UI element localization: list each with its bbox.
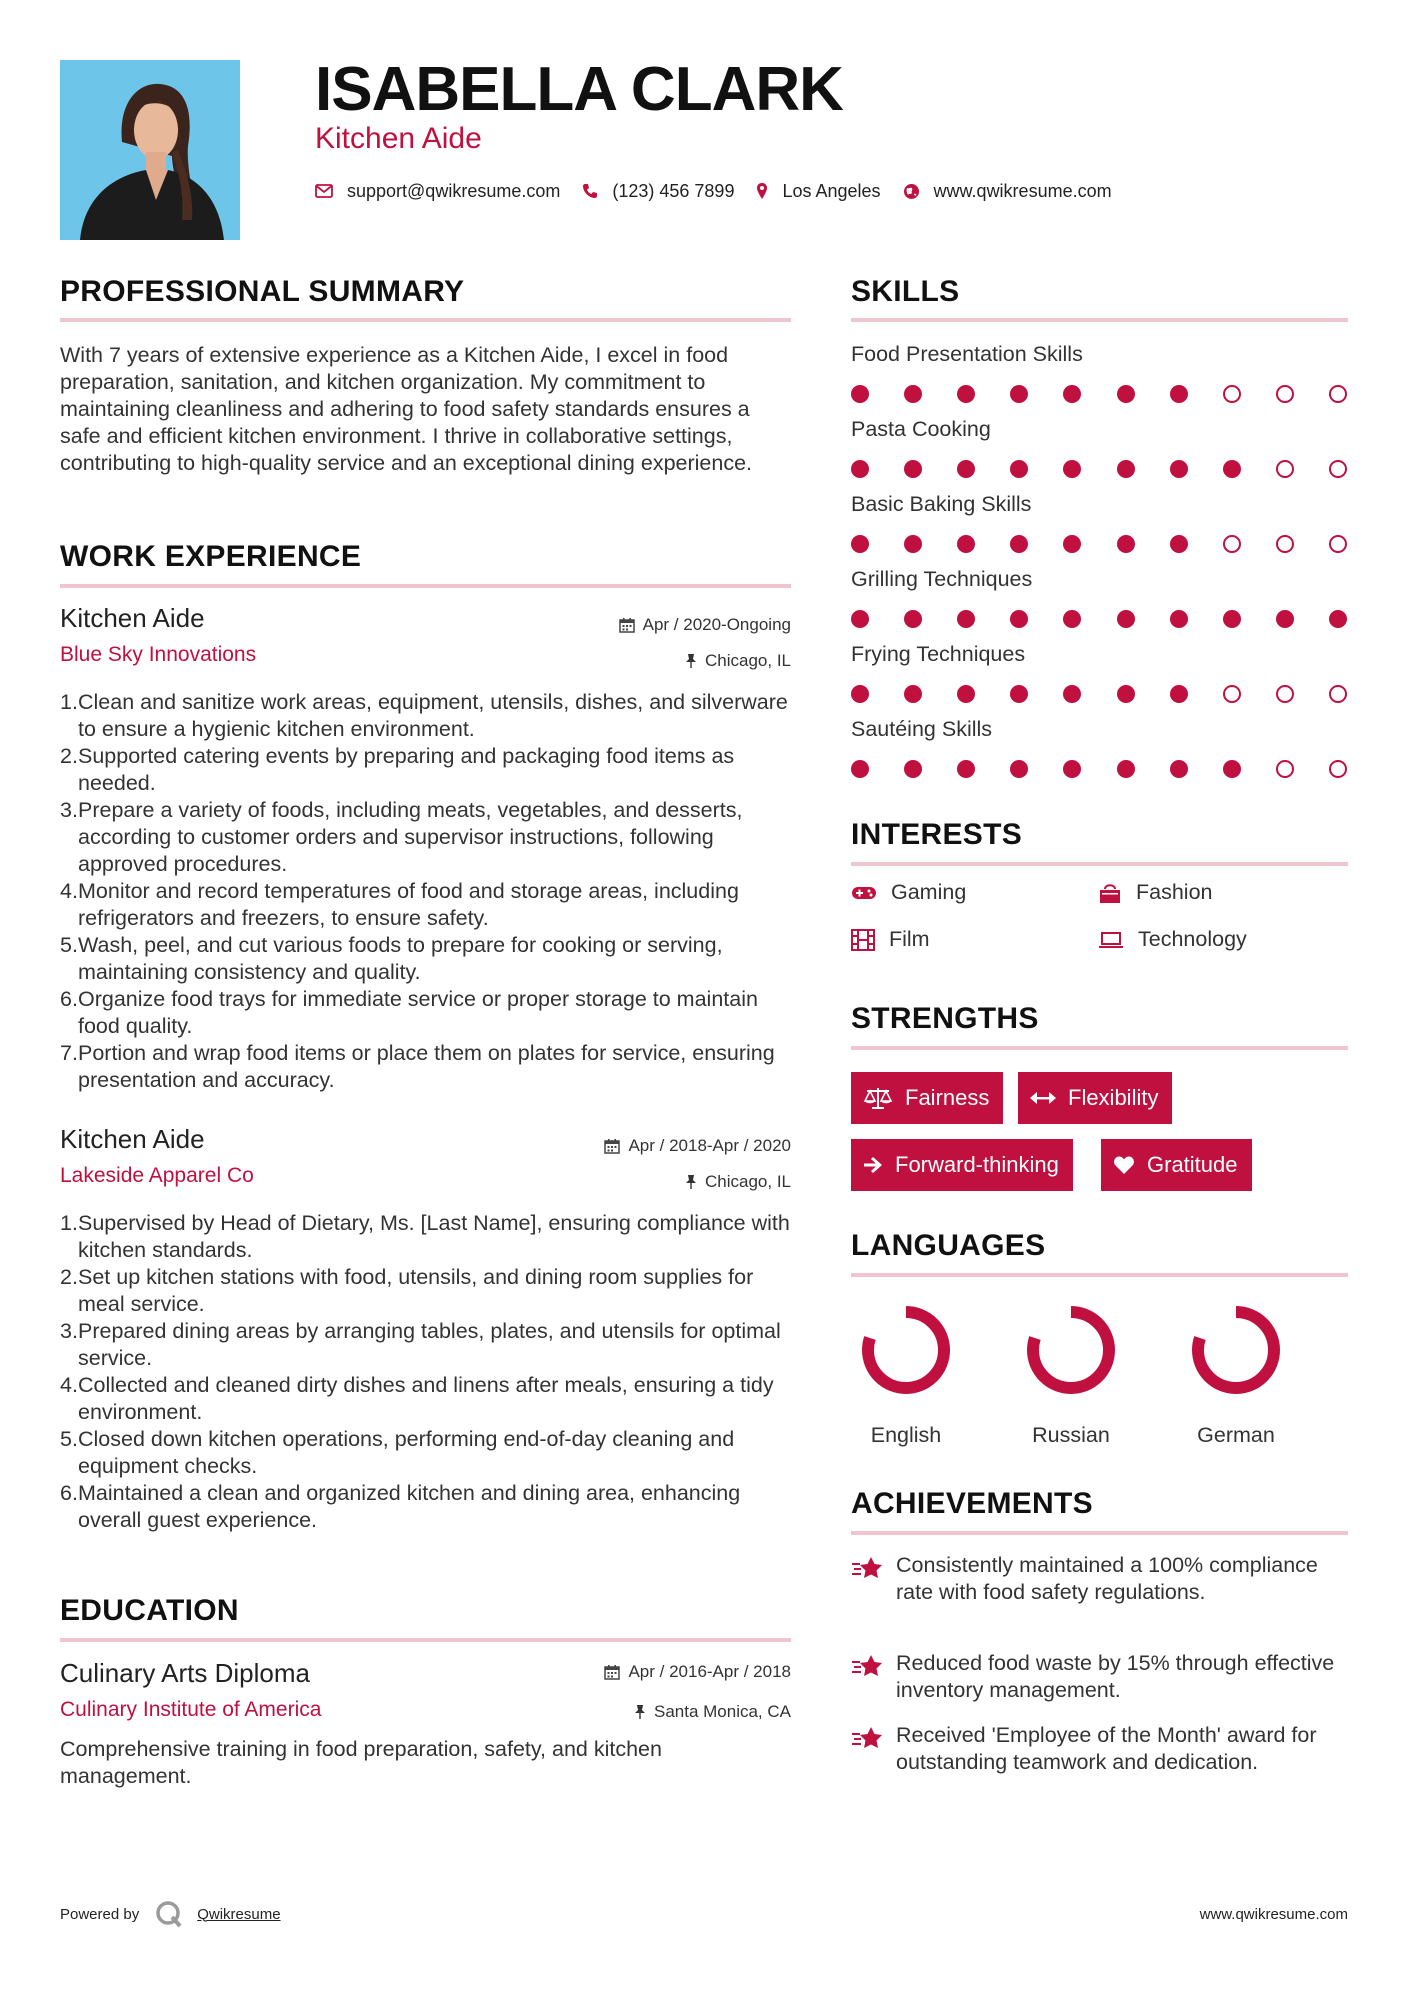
strengths-divider (851, 1046, 1348, 1050)
list-item: 3. Prepared dining areas by arranging tables, plates, and utensils for optimal service. (60, 1319, 781, 1370)
education-entry (60, 1658, 791, 1798)
interest-gaming: Gaming (851, 880, 966, 905)
skill-rating (851, 610, 1348, 628)
skill-name: Food Presentation Skills (851, 342, 1083, 366)
rating-dot-filled (1010, 385, 1028, 403)
footer-website[interactable]: www.qwikresume.com (1199, 1906, 1348, 1923)
rating-dot-filled (1170, 685, 1188, 703)
experience-heading-wrap (60, 540, 791, 574)
achievements-divider (851, 1531, 1348, 1535)
skill-item (851, 342, 1348, 372)
job-dates (619, 615, 791, 635)
skills-list (851, 342, 1348, 782)
skill-item (851, 717, 1348, 747)
education-heading-wrap (60, 1594, 791, 1628)
interests-list (851, 880, 1348, 980)
calendar-icon (604, 1664, 620, 1680)
arrows-horizontal-icon (1030, 1091, 1056, 1105)
education-dates-text: Apr / 2016-Apr / 2018 (628, 1662, 791, 1681)
strengths-heading: STRENGTHS (851, 1002, 1039, 1035)
strengths-list (851, 1072, 1348, 1197)
rating-dot-empty (1276, 385, 1294, 403)
contact-email-text: support@qwikresume.com (347, 180, 561, 201)
language-item (1006, 1300, 1136, 1448)
interests-divider (851, 862, 1348, 866)
rating-dot-empty (1329, 535, 1347, 553)
job-dates-text: Apr / 2018-Apr / 2020 (628, 1136, 791, 1155)
education-dates (604, 1662, 791, 1682)
rating-dot-filled (1063, 460, 1081, 478)
rating-dot-filled (851, 385, 869, 403)
contact-location-text: Los Angeles (782, 180, 881, 201)
skill-name: Basic Baking Skills (851, 492, 1032, 516)
star-icon (851, 1554, 885, 1582)
job-entry (60, 1124, 791, 1544)
contact-website[interactable] (903, 181, 1112, 202)
list-item: 5. Wash, peel, and cut various foods to prepare for cooking or serving, maintaining consistency and quality. (60, 933, 723, 984)
job-bullets (60, 689, 791, 1094)
rating-dot-filled (1117, 535, 1135, 553)
education-location (634, 1702, 791, 1722)
skill-name: Pasta Cooking (851, 417, 991, 441)
rating-dot-filled (904, 385, 922, 403)
rating-dot-filled (1170, 760, 1188, 778)
skills-heading-wrap (851, 275, 1348, 309)
rating-dot-filled (1063, 685, 1081, 703)
education-heading: EDUCATION (60, 1594, 239, 1627)
profile-photo (60, 60, 240, 240)
film-icon (851, 929, 875, 951)
education-divider (60, 1638, 791, 1642)
job-location (685, 651, 791, 671)
rating-dot-filled (1170, 535, 1188, 553)
rating-dot-empty (1276, 535, 1294, 553)
qwikresume-link[interactable]: Qwikresume (197, 1905, 281, 1923)
strength-badge: Flexibility (1018, 1072, 1172, 1124)
calendar-icon (604, 1138, 620, 1154)
phone-icon (582, 183, 598, 199)
skill-item (851, 417, 1348, 447)
map-marker-icon (756, 182, 768, 200)
list-item: 4. Collected and cleaned dirty dishes and linens after meals, ensuring a tidy environment. (60, 1373, 774, 1424)
interest-film: Film (851, 927, 930, 952)
rating-dot-filled (904, 685, 922, 703)
rating-dot-filled (957, 685, 975, 703)
rating-dot-empty (1329, 460, 1347, 478)
summary-text: With 7 years of extensive experience as a Kitchen Aide, I excel in food preparation, sanitation, and kitchen organization. My commitment to maintaining cleanliness and adhering to food safety standards ensures a safe and efficient kitchen environment. I thrive in collaborative settings, contributing to high-quality service and an exceptional dining experience. (60, 343, 753, 475)
strength-badge: Gratitude (1101, 1139, 1252, 1191)
arrow-right-icon (863, 1155, 883, 1175)
rating-dot-empty (1276, 685, 1294, 703)
rating-dot-filled (904, 535, 922, 553)
language-item (1171, 1300, 1301, 1448)
rating-dot-empty (1276, 760, 1294, 778)
rating-dot-filled (904, 610, 922, 628)
skill-rating (851, 385, 1348, 403)
rating-dot-filled (1170, 610, 1188, 628)
list-item: 3. Prepare a variety of foods, including meats, vegetables, and desserts, according to customer orders and supervisor instructions, following approved procedures. (60, 798, 743, 876)
rating-dot-empty (1329, 760, 1347, 778)
list-item: 1. Supervised by Head of Dietary, Ms. [Last Name], ensuring compliance with kitchen standards. (60, 1211, 790, 1262)
rating-dot-filled (1010, 760, 1028, 778)
interests-heading-wrap (851, 818, 1348, 852)
experience-heading: WORK EXPERIENCE (60, 540, 362, 573)
rating-dot-filled (1117, 760, 1135, 778)
rating-dot-empty (1329, 385, 1347, 403)
rating-dot-empty (1223, 385, 1241, 403)
language-name: English (870, 1423, 942, 1447)
interest-fashion: Fashion (1098, 880, 1213, 905)
skills-divider (851, 318, 1348, 322)
rating-dot-filled (1010, 610, 1028, 628)
job-company: Blue Sky Innovations (60, 643, 257, 666)
achievements-list (851, 1552, 1348, 1792)
rating-dot-empty (1223, 685, 1241, 703)
skill-item (851, 567, 1348, 597)
rating-dot-filled (851, 460, 869, 478)
skill-name: Frying Techniques (851, 642, 1026, 666)
skill-rating (851, 685, 1348, 703)
experience-divider (60, 584, 791, 588)
rating-dot-empty (1223, 535, 1241, 553)
rating-dot-filled (1276, 610, 1294, 628)
star-icon (851, 1652, 885, 1680)
skill-name: Sautéing Skills (851, 717, 993, 741)
rating-dot-empty (1329, 685, 1347, 703)
language-level-arc (1198, 1312, 1274, 1388)
rating-dot-filled (1063, 535, 1081, 553)
achievement-item: Reduced food waste by 15% through effective inventory management. (851, 1650, 1348, 1704)
contact-phone[interactable] (582, 181, 734, 202)
footer-powered-by (60, 1900, 281, 1928)
rating-dot-filled (957, 535, 975, 553)
rating-dot-filled (1010, 460, 1028, 478)
rating-dot-filled (1063, 385, 1081, 403)
rating-dot-filled (851, 535, 869, 553)
list-item: 4. Monitor and record temperatures of food and storage areas, including refrigerators and freezers, to ensure safety. (60, 879, 739, 930)
language-name: Russian (1032, 1423, 1110, 1447)
list-item: 2. Supported catering events by preparing and packaging food items as needed. (60, 744, 735, 795)
summary-divider (60, 318, 791, 322)
language-level-ring (1186, 1300, 1286, 1400)
job-dates (604, 1136, 791, 1156)
achievements-heading-wrap (851, 1487, 1348, 1521)
strength-badge: Forward-thinking (851, 1139, 1073, 1191)
interest-technology: Technology (1098, 927, 1247, 952)
pushpin-icon (634, 1704, 646, 1720)
languages-heading-wrap (851, 1229, 1348, 1263)
strengths-heading-wrap (851, 1002, 1348, 1036)
contact-website-text: www.qwikresume.com (933, 180, 1112, 201)
achievement-item: Consistently maintained a 100% compliance rate with food safety regulations. (851, 1552, 1348, 1606)
rating-dot-filled (851, 685, 869, 703)
list-item: 6. Maintained a clean and organized kitchen and dining area, enhancing overall guest experience. (60, 1481, 741, 1532)
contact-location (756, 181, 880, 202)
list-item: 5. Closed down kitchen operations, performing end-of-day cleaning and equipment checks. (60, 1427, 735, 1478)
list-item: 6. Organize food trays for immediate service or proper storage to maintain food quality. (60, 987, 758, 1038)
job-location-text: Chicago, IL (705, 1172, 791, 1191)
rating-dot-filled (851, 760, 869, 778)
education-degree: Culinary Arts Diploma (60, 1658, 310, 1688)
languages-heading: LANGUAGES (851, 1229, 1046, 1262)
rating-dot-filled (1223, 610, 1241, 628)
pushpin-icon (685, 1174, 697, 1190)
rating-dot-filled (1010, 535, 1028, 553)
heart-icon (1113, 1155, 1135, 1175)
language-level-arc (868, 1312, 944, 1388)
list-item: 7. Portion and wrap food items or place them on plates for service, ensuring presentation and accuracy. (60, 1041, 775, 1092)
rating-dot-filled (1170, 385, 1188, 403)
languages-list (851, 1300, 1348, 1450)
rating-dot-filled (1117, 610, 1135, 628)
job-title: Kitchen Aide (60, 603, 205, 633)
skill-item (851, 642, 1348, 672)
achievement-item: Received 'Employee of the Month' award for outstanding teamwork and dedication. (851, 1722, 1348, 1776)
job-location (685, 1172, 791, 1192)
interests-heading: INTERESTS (851, 818, 1023, 851)
job-location-text: Chicago, IL (705, 651, 791, 670)
rating-dot-filled (1010, 685, 1028, 703)
rating-dot-filled (1329, 610, 1347, 628)
pushpin-icon (685, 653, 697, 669)
summary-heading: PROFESSIONAL SUMMARY (60, 275, 465, 308)
language-item (841, 1300, 971, 1448)
laptop-icon (1098, 930, 1124, 950)
skill-rating (851, 460, 1348, 478)
rating-dot-filled (1170, 460, 1188, 478)
rating-dot-empty (1276, 460, 1294, 478)
language-level-ring (1021, 1300, 1121, 1400)
contact-phone-text: (123) 456 7899 (612, 180, 735, 201)
skill-rating (851, 760, 1348, 778)
gamepad-icon (851, 885, 877, 901)
language-level-ring (856, 1300, 956, 1400)
rating-dot-filled (1223, 760, 1241, 778)
rating-dot-filled (957, 760, 975, 778)
education-school: Culinary Institute of America (60, 1698, 322, 1721)
rating-dot-filled (1223, 460, 1241, 478)
list-item: 2. Set up kitchen stations with food, utensils, and dining room supplies for meal service. (60, 1265, 754, 1316)
job-entry (60, 603, 791, 1203)
rating-dot-filled (1117, 460, 1135, 478)
job-dates-text: Apr / 2020-Ongoing (642, 615, 791, 634)
rating-dot-filled (904, 760, 922, 778)
rating-dot-filled (1063, 610, 1081, 628)
language-name: German (1197, 1423, 1275, 1447)
education-description: Comprehensive training in food preparation, safety, and kitchen management. (60, 1737, 662, 1788)
rating-dot-filled (957, 610, 975, 628)
job-title: Kitchen Aide (60, 1124, 205, 1154)
candidate-name: ISABELLA CLARK (315, 55, 843, 124)
globe-icon (903, 183, 920, 200)
education-location-text: Santa Monica, CA (653, 1702, 791, 1721)
summary-section (60, 275, 791, 309)
rating-dot-filled (957, 460, 975, 478)
rating-dot-filled (1117, 385, 1135, 403)
skill-rating (851, 535, 1348, 553)
qwikresume-logo-icon (155, 1900, 183, 1928)
strength-badge: Fairness (851, 1072, 1003, 1124)
rating-dot-filled (904, 460, 922, 478)
skills-heading: SKILLS (851, 275, 960, 308)
skill-name: Grilling Techniques (851, 567, 1033, 591)
rating-dot-filled (1117, 685, 1135, 703)
list-item: 1. Clean and sanitize work areas, equipment, utensils, dishes, and silverware to ensure a hygienic kitchen environment. (60, 690, 788, 741)
language-level-arc (1033, 1312, 1109, 1388)
shopping-bag-icon (1098, 882, 1122, 904)
job-bullets (60, 1210, 791, 1534)
achievements-heading: ACHIEVEMENTS (851, 1487, 1093, 1520)
languages-divider (851, 1273, 1348, 1277)
calendar-icon (619, 617, 635, 633)
envelope-icon (315, 184, 333, 198)
balance-scale-icon (863, 1086, 893, 1110)
star-icon (851, 1724, 885, 1752)
contact-email[interactable] (315, 181, 560, 202)
powered-by-text: Powered by (60, 1905, 140, 1923)
candidate-role: Kitchen Aide (315, 122, 482, 155)
rating-dot-filled (957, 385, 975, 403)
job-company: Lakeside Apparel Co (60, 1164, 254, 1187)
rating-dot-filled (1063, 760, 1081, 778)
contact-bar (315, 178, 1134, 204)
skill-item (851, 492, 1348, 522)
rating-dot-filled (851, 610, 869, 628)
